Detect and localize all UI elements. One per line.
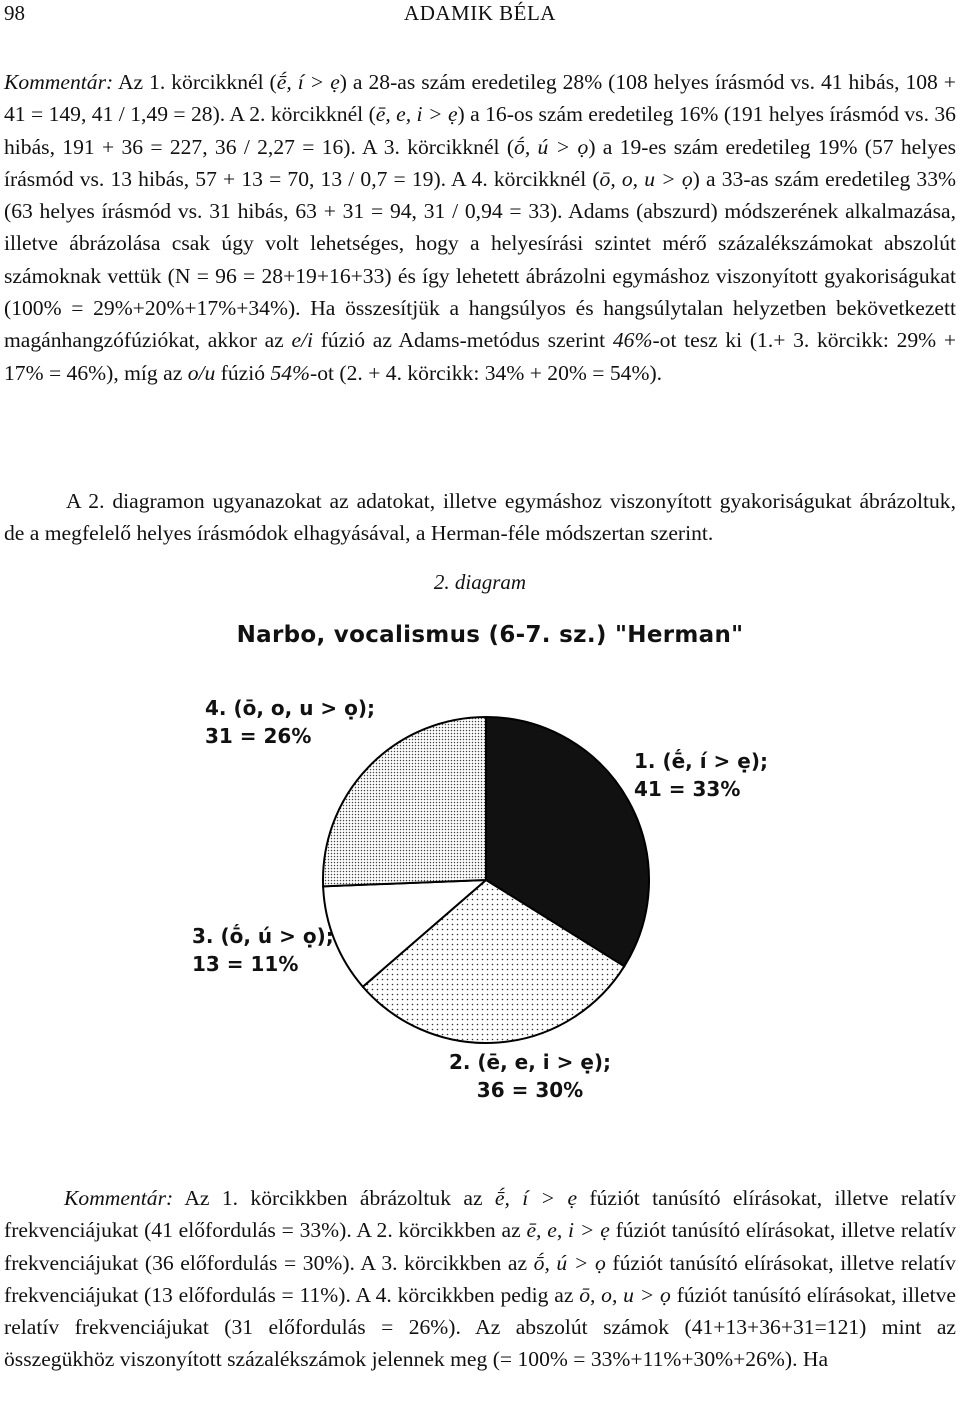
italic-run: e/i	[291, 328, 314, 353]
text-run: fúziót tanúsító elírásokat, illetve relatív frekvenciájukat (36 előfordulás = 30%). A 3. körcikkben az	[4, 1218, 956, 1275]
pie-slices	[323, 717, 649, 1043]
pie-chart	[180, 612, 800, 1132]
text-run: fúzió az Adams-metódus szerint	[313, 328, 613, 353]
italic-run: ṓ, ú > ọ	[514, 134, 589, 159]
slice-label-1-line2: 41 = 33%	[634, 777, 741, 801]
text-run: fúziót tanúsító elírásokat, illetve relatív frekvenciájukat (31 előfordulás = 26%). Az abszolút számok (41+13+36+31=121) mint az összegükhöz viszonyított százalékszámok jelennek meg (= 100% = 33%+11%+30%+26%). Ha	[4, 1282, 957, 1372]
text-run: -ot (2. + 4. körcikk: 34% + 20% = 54%).	[310, 360, 663, 385]
page-header	[0, 0, 960, 40]
italic-run: ḗ, í > ẹ	[276, 70, 340, 94]
commentary-paragraph-1	[4, 66, 956, 389]
text-run: fúzió	[215, 360, 271, 385]
text-run: -ot tesz ki (1.+ 3. körcikk: 29% + 17% = 46%), míg az	[4, 328, 957, 385]
text-run: Az 1. körcikknél (	[113, 70, 277, 94]
commentary-label: Kommentár:	[4, 70, 114, 94]
running-head: ADAMIK BÉLA	[404, 1, 556, 25]
text-run: fúziót tanúsító elírásokat, illetve relatív frekvenciájukat (41 előfordulás = 33%). A 2. körcikkben az	[4, 1186, 956, 1243]
text-run: Az 1. körcikkben ábrázoltuk az	[173, 1186, 495, 1210]
italic-run: ē, e, i > ẹ	[526, 1218, 610, 1243]
italic-run: ṓ, ú > ọ	[533, 1250, 606, 1275]
text-run: ) a 19-es szám eredetileg 19% (57 helyes írásmód vs. 13 hibás, 57 + 13 = 70, 13 / 0,7 = 19). A 4. körcikknél (	[4, 134, 956, 191]
slice-label-3-line2: 13 = 11%	[192, 952, 299, 976]
italic-run: 46%	[612, 328, 653, 353]
commentary-label: Kommentár:	[64, 1186, 174, 1210]
italic-run: ō, o, u > ọ	[579, 1282, 671, 1307]
figure-caption: 2. diagram	[433, 570, 527, 594]
body-paragraph-2: A 2. diagramon ugyanazokat az adatokat, illetve egymáshoz viszonyított gyakoriságukat ábrázoltuk, de a megfelelő helyes írásmódok elhagyásával, a Herman-féle módszertan szerint.	[4, 489, 956, 546]
italic-run: ḗ, í > ẹ	[494, 1186, 578, 1210]
commentary-paragraph-3	[4, 1182, 956, 1376]
slice-label-2-line1: 2. (ē, e, i > ẹ);	[448, 1050, 612, 1074]
slice-label-3-line1: 3. (ṓ, ú > ọ);	[192, 924, 334, 948]
text-run: ) a 16-os szám eredetileg 16% (191 helyes írásmód vs. 36 hibás, 191 + 36 = 227, 36 / 2,27 = 16). A 3. körcikknél (	[4, 102, 956, 159]
italic-run: o/u	[187, 360, 216, 385]
page-number: 98	[4, 1, 25, 25]
text-run: ) a 28-as szám eredetileg 28% (108 helyes írásmód vs. 41 hibás, 108 + 41 = 149, 41 / 1,49 = 28). A 2. körcikknél (	[4, 70, 956, 127]
slice-label-4-line2: 31 = 26%	[205, 724, 312, 748]
italic-run: ō, o, u > ọ	[599, 166, 693, 191]
text-run: ) a 33-as szám eredetileg 33% (63 helyes írásmód vs. 31 hibás, 63 + 31 = 94, 31 / 0,94 = 33). Adams (abszurd) módszerének alkalmazása, illetve ábrázolása csak úgy volt lehetséges, hogy a helyesírási szintet mérő százalékszámokat abszolút számoknak vettük (N = 96 = 28+19+16+33) és így lehetett ábrázolni egymáshoz viszonyított gyakoriságukat (100% = 29%+20%+17%+34%). Ha összesítjük a hangsúlyos és hangsúlytalan helyzetben bekövetkezett magánhangzófúziókat, akkor az	[4, 166, 956, 353]
slice-label-1-line1: 1. (ḗ, í > ẹ);	[634, 749, 768, 773]
slice-label-4-line1: 4. (ō, o, u > ọ);	[205, 696, 376, 720]
slice-label-2-line2: 36 = 30%	[476, 1078, 584, 1102]
chart-title: Narbo, vocalismus (6-7. sz.) "Herman"	[236, 622, 744, 648]
italic-run: 54%	[270, 360, 311, 385]
slice-label-2	[435, 1048, 625, 1104]
slice-label-3	[192, 922, 334, 978]
slice-label-1	[634, 747, 768, 803]
slice-label-4	[205, 694, 375, 750]
italic-run: ē, e, i > ẹ	[375, 102, 458, 127]
text-run: fúziót tanúsító elírásokat, illetve relatív frekvenciájukat (13 előfordulás = 11%). A 4. körcikkben pedig az	[4, 1250, 956, 1307]
